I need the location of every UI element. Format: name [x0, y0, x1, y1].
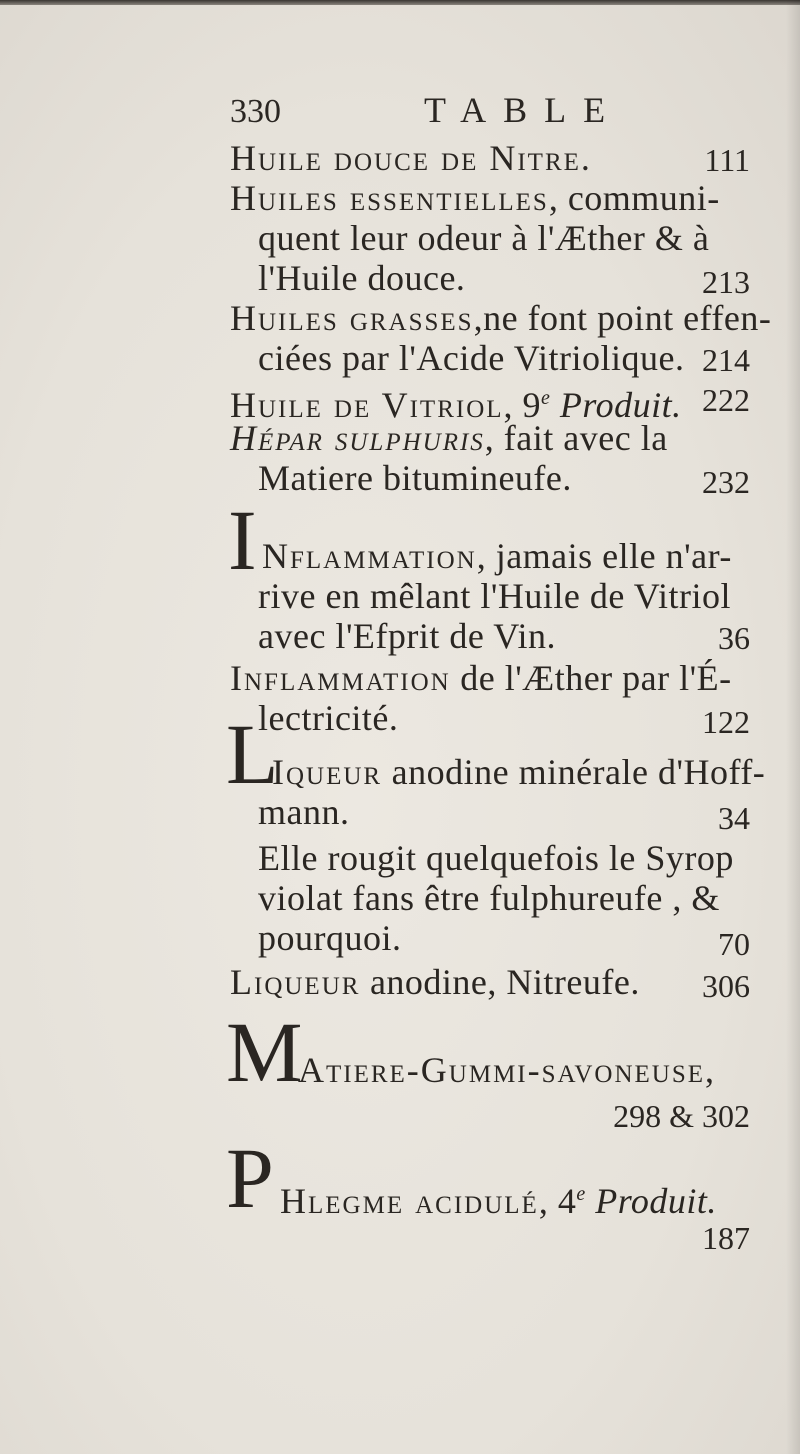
drop-cap: L — [226, 706, 279, 802]
entry-continuation: avec l'Efprit de Vin. — [258, 616, 557, 656]
entry-head: Huile de Vitriol — [230, 385, 504, 425]
entry-matiere — [298, 1050, 715, 1090]
entry-text: , communi- — [548, 178, 720, 218]
entry-continuation: mann. — [258, 792, 350, 832]
entry-head: Inflammation — [230, 658, 451, 698]
entry-hepar-sulphuris — [230, 418, 668, 458]
entry-page-number: 214 — [702, 342, 750, 378]
entry-subline: pourquoi. — [258, 918, 402, 958]
entry-page-number: 122 — [702, 704, 750, 740]
entry-subline: Elle rougit quelquefois le Syrop — [258, 838, 734, 878]
entry-head: Huile douce de Nitre. — [230, 138, 592, 178]
entry-huiles-essentielles — [230, 178, 720, 218]
entry-continuation: rive en mêlant l'Huile de Vitriol — [258, 576, 732, 616]
superscript: e — [541, 387, 551, 409]
entry-text: anodine, Nitreufe. — [369, 962, 640, 1002]
entry-page-numbers: 298 & 302 — [613, 1098, 750, 1134]
drop-cap: I — [228, 492, 257, 588]
entry-liqueur-anodine — [272, 752, 765, 792]
entry-continuation: quent leur odeur à l'Æther & à — [258, 218, 710, 258]
entry-page-number: 232 — [702, 464, 750, 500]
entry-head: Atiere-Gummi-savoneuse — [298, 1050, 706, 1090]
superscript: e — [576, 1183, 586, 1205]
entry-head: Hépar sulphuris — [230, 418, 485, 458]
entry-head: Nflammation — [262, 536, 477, 576]
entry-head: Hlegme acidulé — [280, 1181, 539, 1221]
page-number: 330 — [230, 93, 281, 130]
entry-page-number: 187 — [702, 1220, 750, 1256]
page-edge-shadow — [786, 0, 800, 1454]
entry-continuation: lectricité. — [258, 698, 399, 738]
entry-head: Iqueur — [272, 752, 383, 792]
entry-phlegme — [280, 1174, 717, 1221]
running-title: TABLE — [424, 90, 623, 130]
entry-page-number: 70 — [718, 926, 750, 962]
entry-page-number: 306 — [702, 968, 750, 1004]
entry-text: , 4 — [538, 1181, 577, 1221]
entry-head: Huiles grasses — [230, 298, 474, 338]
entry-italic: Produit. — [559, 385, 682, 425]
entry-huiles-grasses — [230, 298, 771, 338]
entry-text: , — [705, 1050, 715, 1090]
entry-page-number: 34 — [718, 800, 750, 836]
entry-subline: violat fans être fulphureufe , & — [258, 878, 720, 918]
entry-text: de l'Æther par l'É- — [460, 658, 732, 698]
entry-text: , jamais elle n'ar- — [476, 536, 732, 576]
entry-text: , fait avec la — [484, 418, 668, 458]
page-top-edge — [0, 0, 800, 5]
entry-page-number: 213 — [702, 264, 750, 300]
drop-cap: M — [226, 1004, 303, 1100]
entry-liqueur-nitreuse — [230, 962, 640, 1002]
entry-text: ,ne font point effen- — [473, 298, 772, 338]
entry-page-number: 222 — [702, 382, 750, 418]
entry-text: anodine minérale d'Hoff- — [391, 752, 766, 792]
entry-page-number: 36 — [718, 620, 750, 656]
entry-italic: Produit. — [595, 1181, 717, 1221]
drop-cap: P — [226, 1130, 274, 1226]
entry-huile-douce — [230, 138, 592, 178]
entry-head: Huiles essentielles — [230, 178, 549, 218]
entry-continuation: Matiere bitumineufe. — [258, 458, 572, 498]
entry-inflammation — [262, 536, 732, 576]
entry-page-number: 111 — [704, 142, 750, 178]
entry-text: , 9 — [503, 385, 542, 425]
entry-continuation: ciées par l'Acide Vitriolique. — [258, 338, 685, 378]
entry-inflammation-aether — [230, 658, 732, 698]
entry-continuation: l'Huile douce. — [258, 258, 466, 298]
entry-head: Liqueur — [230, 962, 361, 1002]
